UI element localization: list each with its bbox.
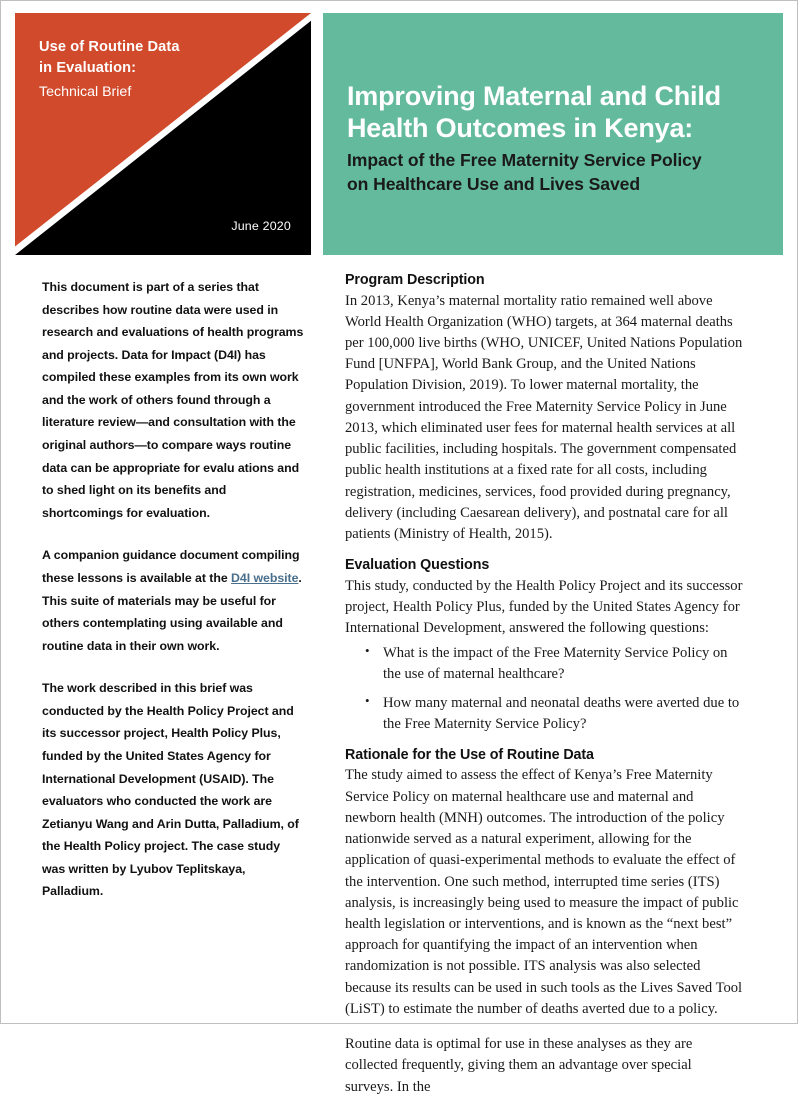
series-title-line1: Use of Routine Data: [39, 39, 180, 55]
page-title: [347, 81, 769, 144]
title-inner: [347, 81, 769, 196]
page-subtitle-line1: Impact of the Free Maternity Service Policy: [347, 150, 702, 171]
sidebar-paragraph-1: This document is part of a series that describes how routine data were used in research and evaluations of health programs and projects. Data for Impact (D4I) has compiled these examples from its own work and the work of others found through a literature review—and consultation with the original authors—to compare ways routine data can be appropriate for evalu ations and to shed light on its benefits and shortcomings for evaluation.: [42, 280, 304, 520]
page-subtitle: [347, 149, 769, 196]
body-rationale: The study aimed to assess the effect of Kenya’s Free Maternity Service Policy on maternal healthcare use and maternal and newborn health (MNH) outcomes. The introduction of the policy nationwide served as a natural experiment, allowing for the application of quasi-experimental methods to evaluate the effect of the intervention. One such method, interrupted time series (ITS) analysis, is increasingly being used to measure the impact of public health legislation or interventions, and is known as the “next best” approach for quantifying the impact of an intervention when randomization is not possible. ITS analysis was also selected because its results can be used in such tools as the Lives Saved Tool (LiST) to estimate the number of deaths averted due to a policy.: [345, 767, 743, 1017]
page-title-line2: Health Outcomes in Kenya:: [347, 112, 694, 143]
document-body: [1, 263, 799, 1095]
page-title-line1: Improving Maternal and Child: [347, 81, 721, 111]
heading-rationale: Rationale for the Use of Routine Data: [345, 746, 594, 763]
body-rationale-continued: Routine data is optimal for use in these analyses as they are collected frequently, giving them an advantage over special surveys. In the: [345, 1036, 693, 1095]
sidebar-paragraph-2-before: A companion guidance document compiling these lessons is available at the: [42, 548, 300, 585]
section-evaluation-questions: [345, 556, 743, 735]
body-program-description: In 2013, Kenya’s maternal mortality ratio remained well above World Health Organization (WHO) targets, at 364 maternal deaths per 100,000 live births (WHO, UNICEF, United Nations Population Fund [UNFPA], World Bank Group, and the United Nations Population Division, 2019). To lower maternal mortality, the government introduced the Free Maternity Service Policy in June 2013, which eliminated user fees for maternal health services at all public facilities, including hospitals. The government compensated public health institutions at a fixed rate for all costs, including registration, medicines, services, food provided during pregnancy, delivery (including Caesarean delivery), and postnatal care for all patients (Ministry of Health, 2015).: [345, 292, 743, 542]
section-rationale: [345, 746, 743, 1098]
sidebar-paragraph-2: [42, 544, 304, 657]
series-title-line3: Technical Brief: [39, 83, 132, 100]
document-header: [1, 1, 799, 257]
d4i-website-link[interactable]: D4I website: [231, 570, 299, 585]
heading-program-description: Program Description: [345, 272, 485, 288]
page-subtitle-line2: on Healthcare Use and Lives Saved: [347, 173, 640, 194]
evaluation-questions-list: [345, 643, 743, 734]
series-title-line2: in Evaluation:: [39, 60, 137, 77]
sidebar-paragraph-3: The work described in this brief was conducted by the Health Policy Project and its successor project, Health Policy Plus, funded by the United States Agency for International Development (USAID). The evaluators who conducted the work are Zetianyu Wang and Arin Dutta, Palladium, of the Health Policy project. The case study was written by Lyubov Teplitskaya, Palladium.: [42, 681, 299, 899]
publication-date: June 2020: [231, 219, 291, 233]
main-column: [345, 271, 743, 1109]
body-evaluation-questions: This study, conducted by the Health Policy Project and its successor project, Health Policy Plus, funded by the United States Agency for International Development, answered the following questions:: [345, 577, 743, 637]
series-title: [39, 37, 249, 102]
sidebar-paragraph-2-after: . This suite of materials may be useful for others contemplating using available and routine data in their own work.: [42, 570, 302, 653]
logo-block: [15, 13, 311, 255]
section-program-description: [345, 271, 743, 545]
list-item: • What is the impact of the Free Maternity Service Policy on the use of maternal healthcare?: [345, 643, 743, 685]
heading-evaluation-questions: Evaluation Questions: [345, 557, 490, 574]
title-block: [323, 13, 783, 255]
list-item: • How many maternal and neonatal deaths were averted due to the Free Maternity Service Policy?: [345, 693, 743, 735]
sidebar: [42, 276, 304, 903]
